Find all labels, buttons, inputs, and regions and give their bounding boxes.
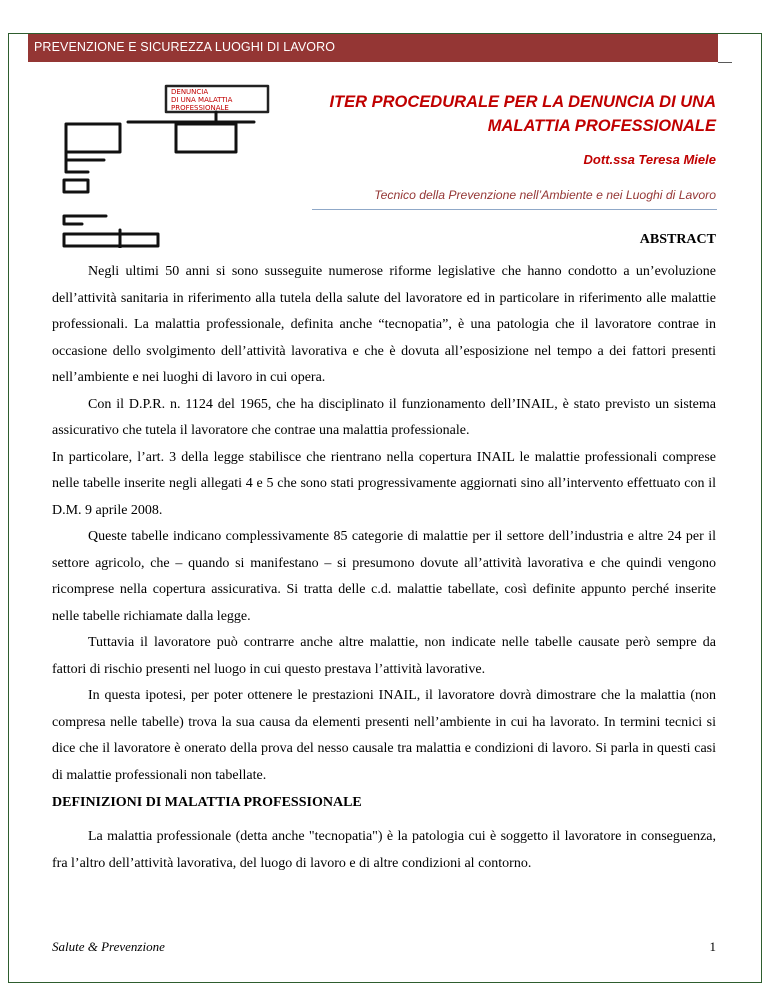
document-title [296, 90, 716, 138]
abstract-paragraph-5: Tuttavia il lavoratore può contrarre anche altre malattie, non indicate nelle tabelle causate però sempre da fattori di rischio presenti nel luogo in cui questo prestava l’attività lavorative. [52, 635, 716, 677]
abstract-paragraph-1: Negli ultimi 50 anni si sono susseguite numerose riforme legislative che hanno condotto a un’evoluzione dell’attività sanitaria in riferimento alla tutela della salute del lavoratore ed in particolare in riferimento alle malattie professionali. La malattia professionale, definita anche “tecnopatia”, è una patologia che il lavoratore contrae in occasione dello svolgimento dell’attività lavorativa e che è dovuta all’esposizione nel tempo a dei fattori presenti nell’ambiente e nei luoghi di lavoro in cui opera. [52, 264, 716, 385]
author-name: Dott.ssa Teresa Miele [583, 152, 716, 167]
abstract-paragraph-3: In particolare, l’art. 3 della legge stabilisce che rientrano nella copertura INAIL le malattie professionali comprese nelle tabelle inserite negli allegati 4 e 5 che sono stati progressivamente aggiornati sino all’intervento effettuato con il D.M. 9 aprile 2008. [52, 449, 716, 518]
title-line-1: ITER PROCEDURALE PER LA DENUNCIA DI UNA [329, 93, 716, 111]
author-role: Tecnico della Prevenzione nell’Ambiente e nei Luoghi di Lavoro [374, 188, 716, 202]
abstract-body [52, 259, 716, 789]
page-number: 1 [709, 939, 716, 954]
abstract-paragraph-6: In questa ipotesi, per poter ottenere le prestazioni INAIL, il lavoratore dovrà dimostrare che la malattia (non compresa nelle tabelle) trova la sua causa da elementi presenti nell’ambiente in cui ha lavorato. In termini tecnici si dice che il lavoratore è onerato della prova del nesso causale tra malattia e condizioni di lavoro. Si parla in questi casi di malattie professionali non tabellate. [52, 688, 716, 783]
diagram-box-line-3: PROFESSIONALE [171, 104, 229, 112]
abstract-paragraph-4: Queste tabelle indicano complessivamente 85 categorie di malattie per il settore dell’industria e altre 24 per il settore agricolo, che – quando si manifestano – si presumono dovute all’attività lavorativa e che quindi vengono ricomprese nella copertura assicurativa. Si tratta delle c.d. malattie tabellate, così definite appunto perché inserite nelle tabelle richiamate dalla legge. [52, 529, 716, 624]
abstract-paragraph-2: Con il D.P.R. n. 1124 del 1965, che ha disciplinato il funzionamento dell’INAIL, è stato previsto un sistema assicurativo che tutela il lavoratore che contrae una malattia professionale. [52, 396, 716, 438]
definitions-heading: DEFINIZIONI DI MALATTIA PROFESSIONALE [52, 795, 362, 810]
definitions-body [52, 824, 716, 877]
header-section-label: PREVENZIONE E SICUREZZA LUOGHI DI LAVORO [34, 40, 336, 54]
footer-publication: Salute & Prevenzione [52, 939, 165, 954]
diagram-box-line-2: DI UNA MALATTIA [171, 96, 233, 104]
definitions-paragraph: La malattia professionale (detta anche "tecnopatia") è la patologia cui è soggetto il lavoratore in conseguenza, fra l’altro dell’attività lavorativa, del luogo di lavoro e di altre condizioni al contorno. [52, 829, 716, 871]
flowchart-illustration [58, 78, 303, 248]
header-tab-line [718, 46, 732, 63]
diagram-box-line-1: DENUNCIA [171, 88, 209, 96]
divider-line [312, 209, 717, 210]
title-line-2: MALATTIA PROFESSIONALE [487, 117, 716, 135]
abstract-heading: ABSTRACT [639, 232, 716, 247]
